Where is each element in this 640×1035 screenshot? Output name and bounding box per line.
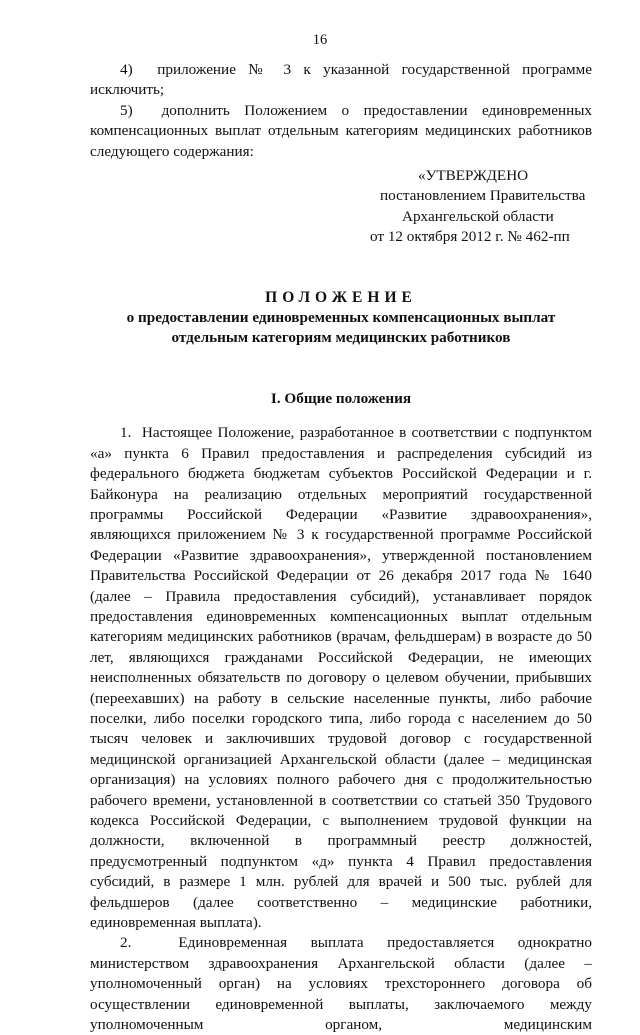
title-subtitle-line-1: о предоставлении единовременных компенсационных выплат	[126, 309, 556, 327]
approval-line-2: постановлением Правительства	[380, 187, 586, 205]
page-number: 16	[312, 32, 328, 48]
paragraph-2: 2. Единовременная выплата предоставляется однократно министерством здравоохранения Архангельской области (далее – уполномоченный орган) на условиях трехстороннего договора об осуществлении единовременной выплаты, заключаемого между уполномоченным органом, медицинским	[90, 934, 592, 1034]
document-body	[90, 60, 592, 1035]
paragraph-1: 1. Настоящее Положение, разработанное в соответствии с подпунктом «а» пункта 6 Правил предоставления и распределения субсидий из федерального бюджета бюджетам субъектов Российской Федерации и г. Байконура на реализацию отдельных мероприятий государственной программы Российской Федерации «Развитие здравоохранения», являющихся приложением № 3 к государственной программе Российской Федерации «Развитие здравоохранения», утвержденной постановлением Правительства Российской Федерации от 26 декабря 2017 года № 1640 (далее – Правила предоставления субсидий), устанавливает порядок предоставления единовременных компенсационных выплат отдельным категориям медицинских работников (врачам, фельдшерам) в возрасте до 50 лет, являющихся гражданами Российской Федерации, не имеющих неисполненных обязательств по договору о целевом обучении, прибывших (переехавших) на работу в сельские населенные пункты, либо рабочие поселки, либо поселки городского типа, либо города с населением до 50 тысяч человек и заключивших трудовой договор с государственной медицинской организацией Архангельской области (далее – медицинская организация) на условиях полного рабочего дня с продолжительностью рабочего времени, установленной в соответствии со статьей 350 Трудового кодекса Российской Федерации, с выполнением трудовой функции на должности, включенной в программный реестр должностей, предусмотренный подпунктом «д» пункта 4 Правил предоставления субсидий, в размере 1 млн. рублей для врачей и 500 тыс. рублей для фельдшеров (далее соответственно – медицинские работники, единовременная выплата).	[90, 424, 592, 932]
title-main: ПОЛОЖЕНИЕ	[265, 288, 417, 306]
approval-line-3: Архангельской области	[402, 207, 554, 225]
document-title	[90, 288, 592, 349]
approval-line-1: «УТВЕРЖДЕНО	[418, 167, 529, 185]
amendment-item-5: 5) дополнить Положением о предоставлении единовременных компенсационных выплат отдельным категориям медицинских работников следующего содержания:	[90, 101, 592, 160]
title-subtitle-line-2: отдельным категориям медицинских работников	[171, 329, 511, 347]
section-heading: I. Общие положения	[270, 389, 412, 407]
approval-stamp	[90, 166, 592, 248]
approval-line-4: от 12 октября 2012 г. № 462-пп	[370, 228, 570, 246]
amendment-item-4: 4) приложение № 3 к указанной государственной программе исключить;	[90, 61, 592, 99]
